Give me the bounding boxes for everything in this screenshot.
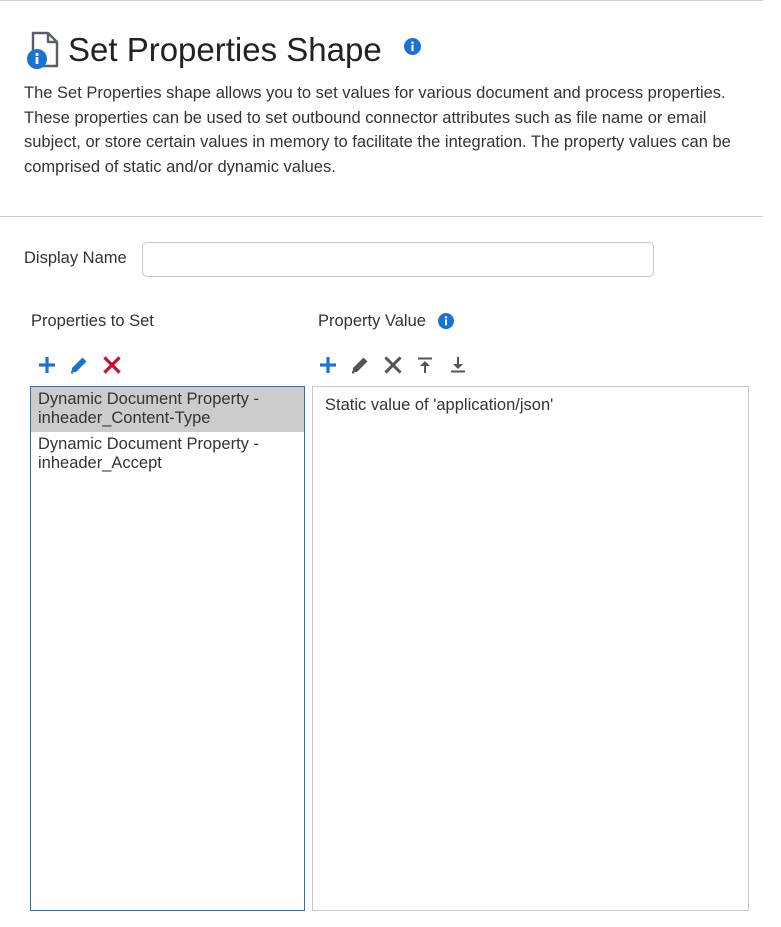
edit-property-button[interactable]	[69, 355, 89, 375]
add-property-button[interactable]	[37, 355, 57, 375]
property-value-list[interactable]	[312, 386, 749, 911]
move-to-top-button[interactable]	[415, 355, 435, 375]
delete-icon	[106, 359, 119, 372]
move-bottom-icon	[451, 357, 465, 373]
list-item[interactable]	[31, 432, 304, 477]
info-icon[interactable]	[404, 38, 421, 55]
display-name-field[interactable]	[142, 242, 654, 277]
move-top-icon	[418, 358, 432, 374]
add-icon	[320, 357, 336, 373]
properties-to-set-label: Properties to Set	[31, 312, 154, 330]
list-item-line1: Dynamic Document Property -	[38, 435, 259, 453]
info-icon[interactable]	[438, 313, 454, 329]
edit-icon	[71, 358, 87, 374]
delete-property-button[interactable]	[102, 355, 122, 375]
list-item[interactable]	[31, 387, 304, 432]
edit-icon	[352, 358, 368, 374]
delete-icon	[387, 359, 400, 372]
list-item-line2: inheader_Content-Type	[38, 409, 211, 427]
add-icon	[39, 357, 55, 373]
page-title: Set Properties Shape	[68, 31, 382, 68]
property-value-label: Property Value	[318, 312, 426, 330]
list-item-line2: inheader_Accept	[38, 454, 162, 472]
list-item-line1: Dynamic Document Property -	[38, 390, 259, 408]
move-to-bottom-button[interactable]	[448, 355, 468, 375]
section-divider	[0, 216, 763, 217]
add-value-button[interactable]	[318, 355, 338, 375]
document-info-icon	[24, 30, 64, 70]
list-item[interactable]: Static value of 'application/json'	[325, 396, 554, 414]
top-rule	[0, 0, 763, 1]
shape-description: The Set Properties shape allows you to set values for various document and process properties. These properties can be used to set outbound connector attributes such as file name or email subject, or store certain values in memory to facilitate the integration. The property values can be comprised of static and/or dynamic values.	[24, 84, 731, 176]
edit-value-button[interactable]	[350, 355, 370, 375]
display-name-label: Display Name	[24, 249, 127, 267]
delete-value-button[interactable]	[383, 355, 403, 375]
properties-list[interactable]	[30, 386, 305, 911]
